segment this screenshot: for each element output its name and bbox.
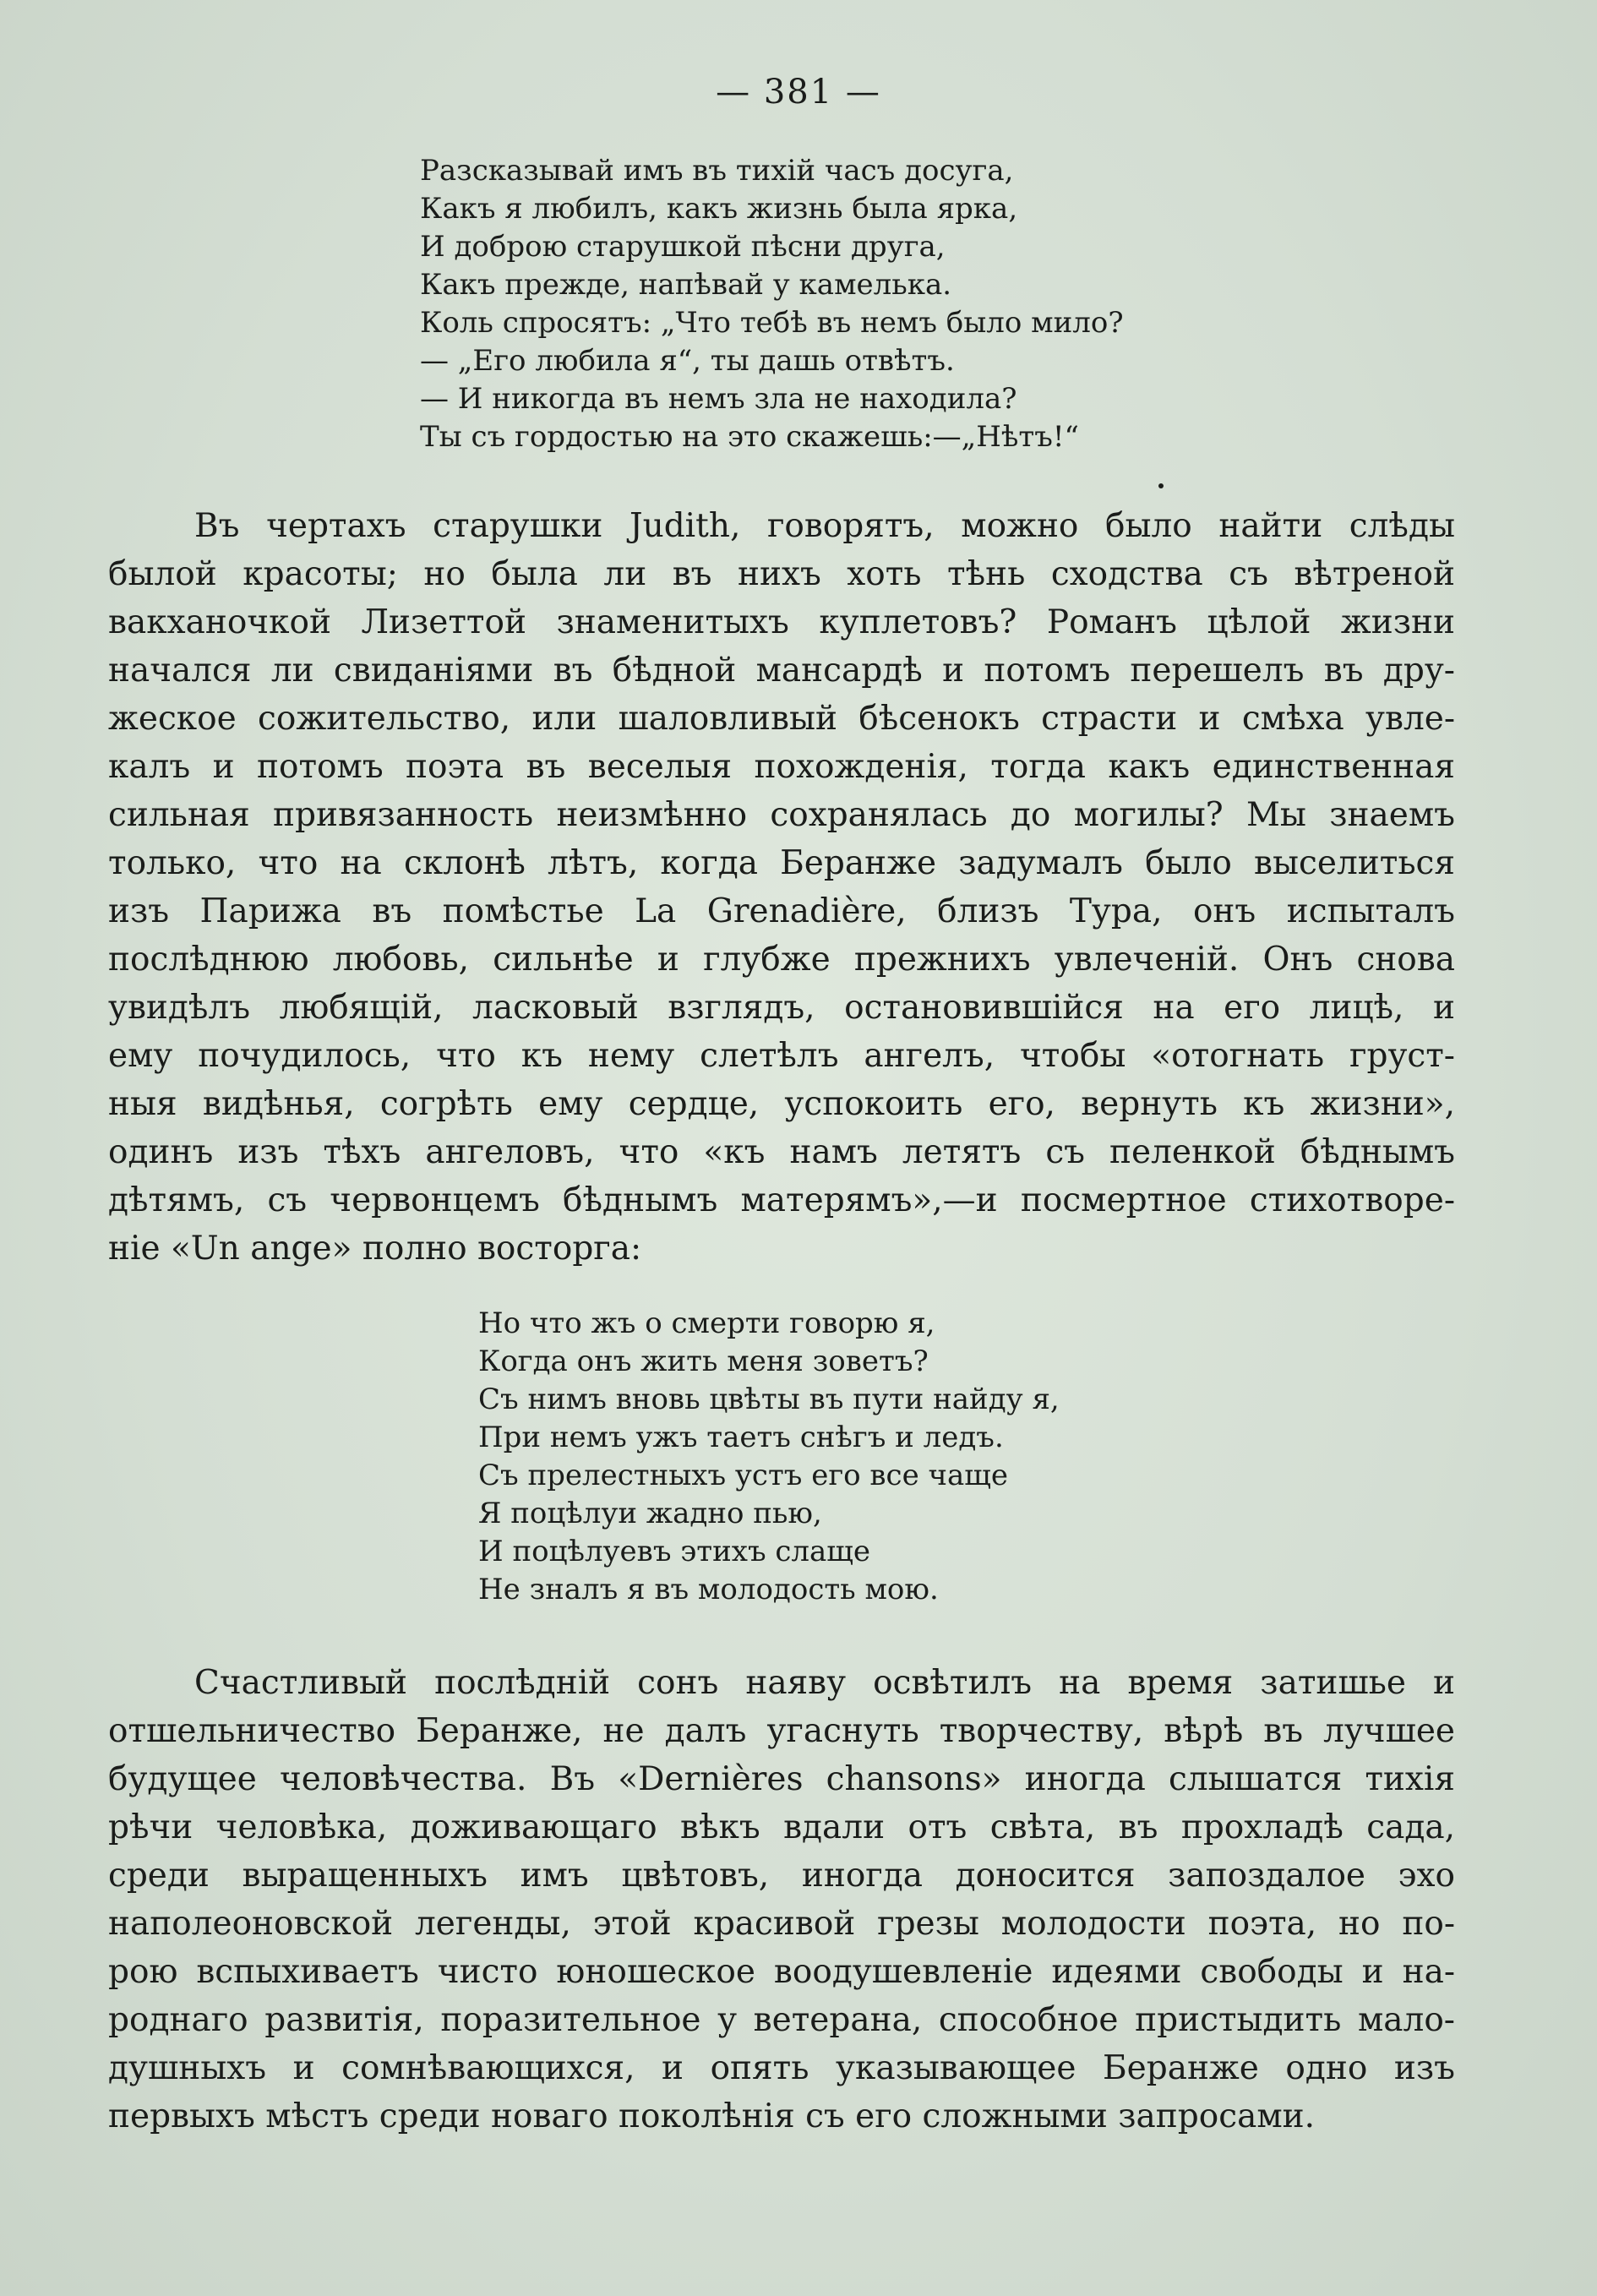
paragraph-line: увидѣлъ любящій, ласковый взглядъ, остановившійся на его лицѣ, и — [108, 989, 1455, 1027]
verse-line: Не зналъ я въ молодость мою. — [478, 1573, 939, 1606]
verse-line: Но что жъ о смерти говорю я, — [478, 1306, 935, 1340]
verse-line: Какъ я любилъ, какъ жизнь была ярка, — [420, 192, 1018, 226]
paragraph-line: ему почудилось, что къ нему слетѣлъ ангелъ, чтобы «отогнать груст- — [108, 1037, 1455, 1075]
paragraph-line: душныхъ и сомнѣвающихся, и опять указывающее Беранже одно изъ — [108, 2049, 1455, 2087]
paragraph-line: былой красоты; но была ли въ нихъ хоть тѣнь сходства съ вѣтреной — [108, 555, 1455, 593]
paragraph-line: среди выращенныхъ имъ цвѣтовъ, иногда доносится запоздалое эхо — [108, 1857, 1455, 1895]
paragraph-line: только, что на склонѣ лѣтъ, когда Беранже задумалъ было выселиться — [108, 844, 1455, 882]
paragraph-line: начался ли свиданіями въ бѣдной мансардѣ и потомъ перешелъ въ дру- — [108, 652, 1455, 690]
verse-line: Когда онъ жить меня зоветъ? — [478, 1344, 929, 1378]
paragraph-line: калъ и потомъ поэта въ веселыя похожденія, тогда какъ единственная — [108, 748, 1455, 786]
verse-line: И поцѣлуевъ этихъ слаще — [478, 1535, 871, 1568]
paragraph-line: роднаго развитія, поразительное у ветерана, способное пристыдить мало- — [108, 2001, 1455, 2039]
paragraph-line: Счастливый послѣдній сонъ наяву освѣтилъ на время затишье и — [194, 1664, 1455, 1702]
verse-line: Съ прелестныхъ устъ его все чаще — [478, 1459, 1009, 1492]
paragraph-2 — [108, 1659, 1455, 2141]
verse-line: — „Его любила я“, ты дашь отвѣтъ. — [420, 344, 955, 378]
paragraph-line: ныя видѣнья, согрѣть ему сердце, успокоить его, вернуть къ жизни», — [108, 1085, 1455, 1123]
paragraph-line: наполеоновской легенды, этой красивой грезы молодости поэта, но по- — [108, 1905, 1455, 1943]
verse-line: Съ нимъ вновь цвѣты въ пути найду я, — [478, 1383, 1060, 1416]
paragraph-line: Въ чертахъ старушки Judith, говорятъ, можно было найти слѣды — [194, 507, 1455, 545]
paragraph-line: сильная привязанность неизмѣнно сохранялась до могилы? Мы знаемъ — [108, 796, 1455, 834]
verse-line: Коль спросятъ: „Что тебѣ въ немъ было мило? — [420, 306, 1124, 340]
paragraph-line: жеское сожительство, или шаловливый бѣсенокъ страсти и смѣха увле- — [108, 700, 1455, 738]
verse-stanza-2 — [478, 1305, 1060, 1609]
paragraph-line: одинъ изъ тѣхъ ангеловъ, что «къ намъ летятъ съ пеленкой бѣднымъ — [108, 1133, 1455, 1171]
verse-line: — И никогда въ немъ зла не находила? — [420, 382, 1017, 416]
paragraph-line: отшельничество Беранже, не далъ угаснуть творчеству, вѣрѣ въ лучшее — [108, 1712, 1455, 1750]
paragraph-line: дѣтямъ, съ червонцемъ бѣднымъ матерямъ»,—и посмертное стихотворе- — [108, 1181, 1455, 1219]
paragraph-line: изъ Парижа въ помѣстье La Grenadière, близъ Тура, онъ испыталъ — [108, 892, 1455, 930]
paragraph-1 — [108, 502, 1455, 1273]
paragraph-line: послѣднюю любовь, сильнѣе и глубже прежнихъ увлеченій. Онъ снова — [108, 941, 1455, 979]
verse-line: Какъ прежде, напѣвай у камелька. — [420, 268, 952, 302]
paragraph-line: первыхъ мѣстъ среди новаго поколѣнія съ его сложными запросами. — [108, 2097, 1316, 2135]
verse-line: При немъ ужъ таетъ снѣгъ и ледъ. — [478, 1421, 1004, 1454]
paragraph-line: ніе «Un ange» полно восторга: — [108, 1230, 642, 1268]
verse-line: Разсказывай имъ въ тихій часъ досуга, — [420, 154, 1014, 188]
paragraph-line: будущее человѣчества. Въ «Dernières chansons» иногда слышатся тихія — [108, 1760, 1455, 1798]
paragraph-line: рѣчи человѣка, доживающаго вѣкъ вдали отъ свѣта, въ прохладѣ сада, — [108, 1808, 1455, 1846]
paragraph-line: вакханочкой Лизеттой знаменитыхъ куплетовъ? Романъ цѣлой жизни — [108, 603, 1455, 641]
ink-speck — [1158, 483, 1164, 488]
verse-line: Ты съ гордостью на это скажешь:—„Нѣтъ!“ — [420, 420, 1079, 454]
verse-line: Я поцѣлуи жадно пью, — [478, 1497, 822, 1530]
verse-stanza-1 — [420, 152, 1124, 456]
verse-line: И доброю старушкой пѣсни друга, — [420, 230, 946, 264]
paragraph-line: рою вспыхиваетъ чисто юношеское воодушевленіе идеями свободы и на- — [108, 1953, 1455, 1991]
page-number: — 381 — — [716, 73, 881, 112]
